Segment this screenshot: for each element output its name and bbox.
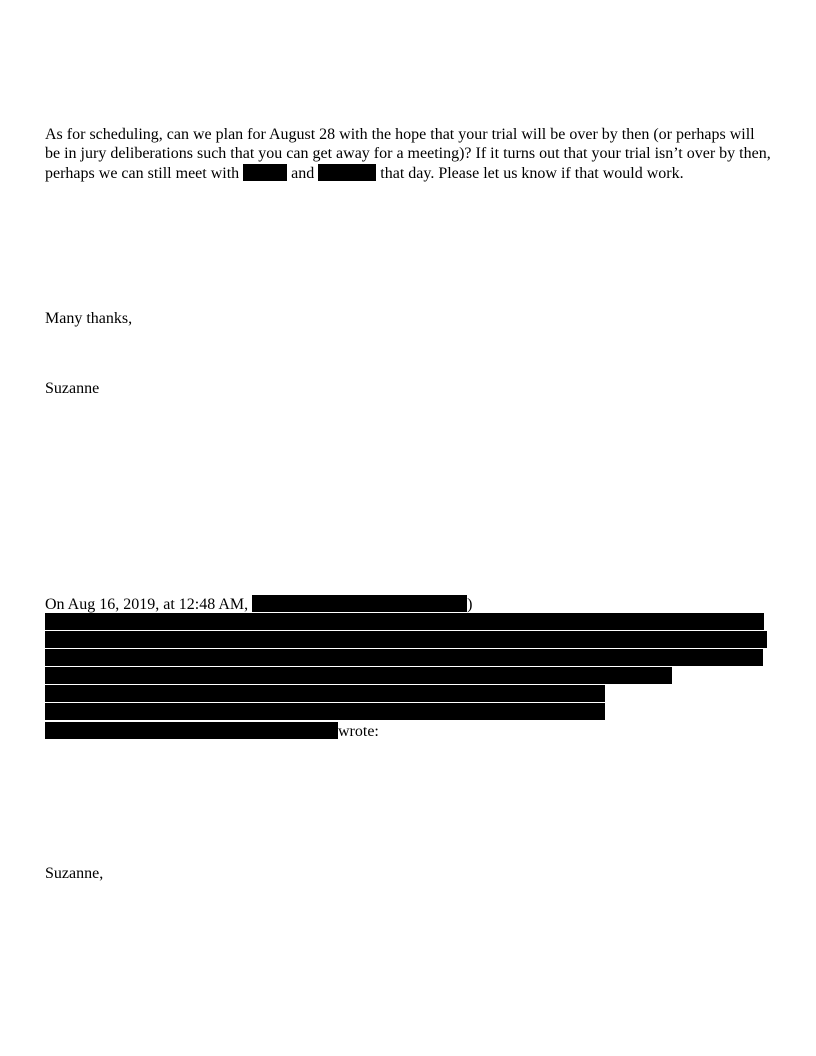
quoted-header-wrote: wrote: bbox=[338, 723, 379, 740]
quoted-header-close-paren: ) bbox=[467, 596, 473, 613]
redaction-box-sender bbox=[252, 595, 467, 612]
redaction-bar-3 bbox=[45, 649, 763, 666]
paragraph-line-2: be in jury deliberations such that you can get away for a meeting)? If it turns out that your trial isn’t over by then, bbox=[45, 145, 771, 162]
paragraph-line-3 bbox=[45, 164, 684, 183]
paragraph-line-3-middle: and bbox=[291, 165, 315, 182]
redaction-bar-2 bbox=[45, 631, 767, 648]
closing-text: Many thanks, bbox=[45, 310, 133, 327]
redaction-bar-4 bbox=[45, 667, 672, 684]
redaction-box-name-1 bbox=[243, 164, 287, 181]
quoted-header-prefix: On Aug 16, 2019, at 12:48 AM, bbox=[45, 596, 249, 613]
redaction-box-name-2 bbox=[318, 164, 376, 181]
redaction-bar-1 bbox=[45, 613, 764, 630]
redaction-box-recipients bbox=[45, 722, 338, 739]
redaction-bar-5 bbox=[45, 685, 605, 702]
quoted-header-wrote-line bbox=[45, 722, 379, 741]
paragraph-line-1: As for scheduling, can we plan for August 28 with the hope that your trial will be over by then (or perhaps will bbox=[45, 126, 755, 143]
signature-name: Suzanne bbox=[45, 380, 100, 397]
paragraph-line-3-after: that day. Please let us know if that would work. bbox=[380, 165, 684, 182]
quoted-greeting: Suzanne, bbox=[45, 865, 104, 882]
redaction-bar-6 bbox=[45, 703, 605, 720]
paragraph-line-3-before: perhaps we can still meet with bbox=[45, 165, 240, 182]
quoted-header-line bbox=[45, 595, 472, 614]
